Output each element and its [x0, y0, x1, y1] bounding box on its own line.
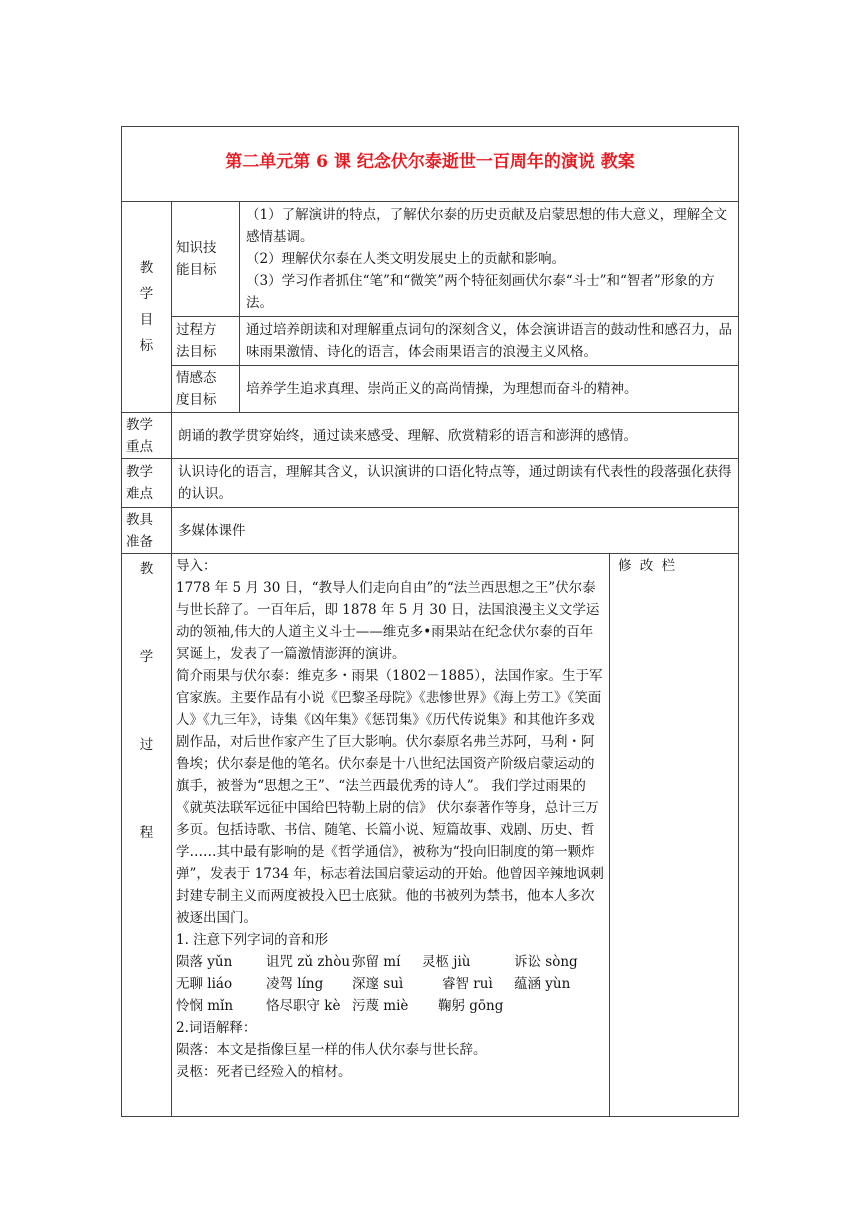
tools-content: 多媒体课件 [172, 508, 739, 554]
intro-paragraph: 1778 年 5 月 30 日，“教导人们走向自由”的“法兰西思想之王”伏尔泰与世长辞了。一百年后，即 1878 年 5 月 30 日，法国浪漫主义文学运动的领袖,伟大的人道主义斗士——维克多•雨果站在纪念伏尔泰的百年冥诞上，发表了一篇激情澎湃的演讲。 [176, 580, 600, 662]
process-content [172, 554, 610, 1117]
revision-column: 修 改 栏 [610, 554, 739, 1117]
difficulties-content: 认识诗化的语言，理解其含义，认识演讲的口语化特点等，通过朗读有代表性的段落强化获得的认识。 [172, 459, 739, 508]
process-method-objective-label: 过程方 法目标 [172, 317, 240, 366]
knowledge-objective-content: （1）了解演讲的特点，了解伏尔泰的历史贡献及启蒙思想的伟大意义，理解全文感情基调。 （2）理解伏尔泰在人类文明发展史上的贡献和影响。 （3）学习作者抓住“笔”和“微笑”两个特征刻画伏尔泰“斗士”和“智者”形象的方法。 [240, 202, 739, 317]
pinyin-heading: 1. 注意下列字词的音和形 [176, 932, 329, 948]
tools-label: 教具 准备 [122, 508, 172, 554]
lesson-plan-table [121, 126, 739, 1117]
document-title: 第二单元第 6 课 纪念伏尔泰逝世一百周年的演说 教案 [122, 127, 739, 202]
knowledge-objective-label: 知识技 能目标 [172, 202, 240, 317]
key-points-label: 教学 重点 [122, 413, 172, 459]
pinyin-row: 怜悯 mǐn 恪尽职守 kè 污蔑 miè 鞠躬 gōng [176, 998, 504, 1014]
glossary-item: 灵柩：死者已经殓入的棺材。 [176, 1064, 352, 1080]
bio-paragraph: 简介雨果与伏尔泰：维克多・雨果（1802－1885），法国作家。生于军官家族。主要作品有小说《巴黎圣母院》《悲惨世界》《海上劳工》《笑面人》《九三年》，诗集《凶年集》《惩罚集》《历代传说集》和其他许多戏剧作品，对后世作家产生了巨大影响。伏尔泰原名弗兰苏阿，马利・阿鲁埃；伏尔泰是他的笔名。伏尔泰是十八世纪法国资产阶级启蒙运动的旗手，被誉为“思想之王”、“法兰西最优秀的诗人”。 我们学过雨果的《就英法联军远征中国给巴特勒上尉的信》 伏尔泰著作等身，总计三万多页。包括诗歌、书信、随笔、长篇小说、短篇故事、戏剧、历史、哲学……其中最有影响的是《哲学通信》，被称为“投向旧制度的第一颗炸弹”，发表于 1734 年，标志着法国启蒙运动的开始。他曾因辛辣地讽刺封建专制主义而两度被投入巴士底狱。他的书被列为禁书，他本人多次被逐出国门。 [176, 668, 604, 926]
glossary-heading: 2.词语解释： [176, 1020, 257, 1036]
key-points-content: 朗诵的教学贯穿始终，通过读来感受、理解、欣赏精彩的语言和澎湃的感情。 [172, 413, 739, 459]
emotion-objective-label: 情感态 度目标 [172, 366, 240, 413]
process-header: 教 学 过 程 [122, 554, 172, 1117]
pinyin-row: 无聊 liáo 凌驾 líng 深邃 suì 睿智 ruì 蕴涵 yùn [176, 976, 571, 992]
emotion-objective-content: 培养学生追求真理、崇尚正义的高尚情操，为理想而奋斗的精神。 [240, 366, 739, 413]
glossary-item: 陨落：本文是指像巨星一样的伟人伏尔泰与世长辞。 [176, 1042, 487, 1058]
intro-heading: 导入： [176, 558, 217, 574]
difficulties-label: 教学 难点 [122, 459, 172, 508]
objectives-header: 教 学 目 标 [122, 202, 172, 413]
pinyin-row: 陨落 yǔn 诅咒 zǔ zhòu 弥留 mí 灵柩 jiù 诉讼 sòng [176, 954, 578, 970]
process-method-objective-content: 通过培养朗读和对理解重点词句的深刻含义，体会演讲语言的鼓动性和感召力，品味雨果激情、诗化的语言，体会雨果语言的浪漫主义风格。 [240, 317, 739, 366]
